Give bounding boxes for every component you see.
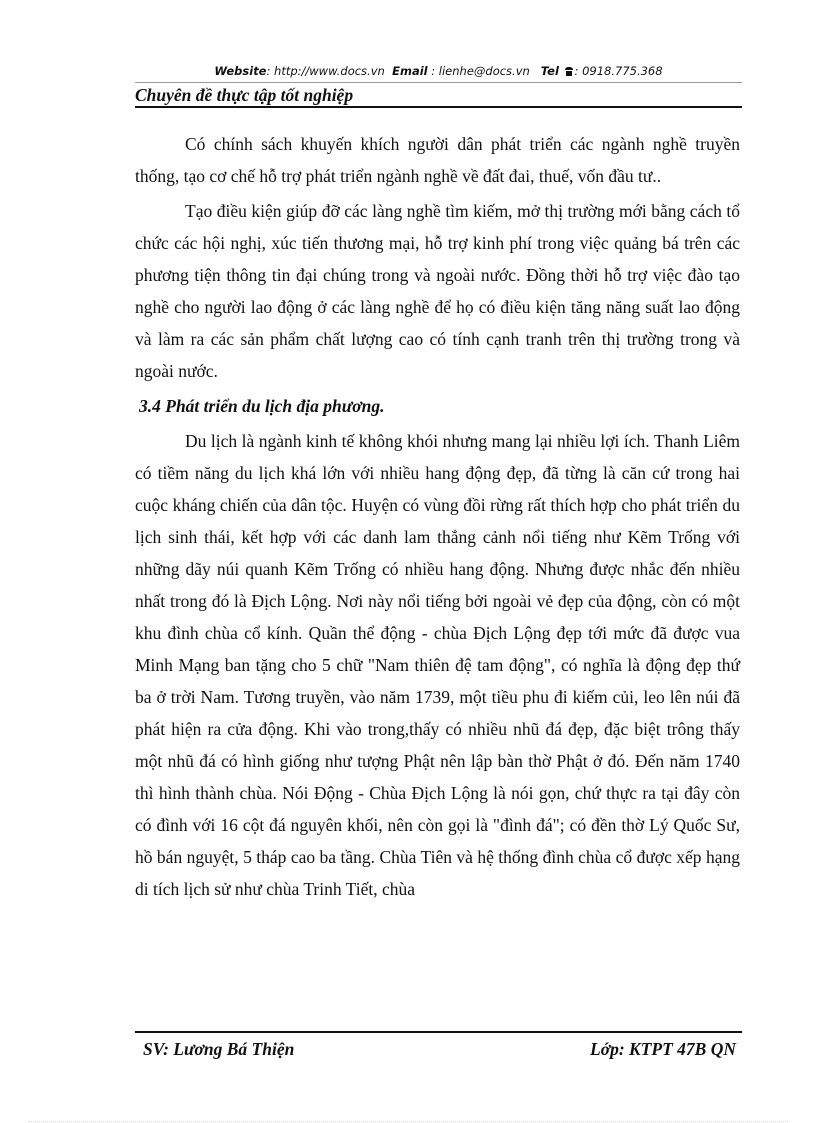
website-value: : http://www.docs.vn	[266, 64, 385, 78]
phone-icon	[564, 67, 574, 76]
body-paragraph-1: Có chính sách khuyến khích người dân phát triển các ngành nghề truyền thống, tạo cơ chế hỗ trợ phát triển ngành nghề về đất đai, thuế, vốn đầu tư..	[135, 134, 740, 186]
banner-divider	[135, 82, 742, 83]
tel-value: : 0918.775.368	[574, 64, 663, 78]
header-divider	[135, 106, 742, 108]
website-label: Website	[214, 64, 267, 78]
tel-label: Tel	[540, 64, 559, 78]
body-paragraph-3: Du lịch là ngành kinh tế không khói nhưng mang lại nhiều lợi ích. Thanh Liêm có tiềm năng du lịch khá lớn với nhiều hang động đẹp, đã từng là căn cứ trong hai cuộc kháng chiến của dân tộc. Huyện có vùng đồi rừng rất thích hợp cho phát triển du lịch sinh thái, kết hợp với các danh lam thắng cảnh nổi tiếng như Kẽm Trống với những dãy núi quanh Kẽm Trống có nhiều hang động. Nhưng được nhắc đến nhiều nhất trong đó là Địch Lộng. Nơi này nổi tiếng bởi ngoài vẻ đẹp của động, còn có một khu đình chùa cổ kính. Quần thể động - chùa Địch Lộng đẹp tới mức đã được vua Minh Mạng ban tặng cho 5 chữ "Nam thiên đệ tam động", có nghĩa là động đẹp thứ ba ở trời Nam. Tương truyền, vào năm 1739, một tiều phu đi kiếm củi, leo lên núi đã phát hiện ra cửa động. Khi vào trong,thấy có nhiều nhũ đá đẹp, đặc biệt trông thấy một nhũ đá có hình giống như tượng Phật nên lập bàn thờ Phật ở đó. Đến năm 1740 thì hình thành chùa. Nói Động - Chùa Địch Lộng là nói gọn, chứ thực ra tại đây còn có đình với 16 cột đá nguyên khối, nên còn gọi là "đình đá"; có đền thờ Lý Quốc Sư, hồ bán nguyệt, 5 tháp cao ba tầng. Chùa Tiên và hệ thống đình chùa cổ được xếp hạng di tích lịch sử như chùa Trinh Tiết, chùa	[135, 431, 740, 899]
footer-divider	[135, 1031, 742, 1033]
section-heading: 3.4 Phát triển du lịch địa phương.	[139, 396, 385, 416]
contact-banner	[135, 63, 742, 79]
page-edge-dotted-line	[28, 1121, 788, 1122]
body-paragraph-2: Tạo điều kiện giúp đỡ các làng nghề tìm kiếm, mở thị trường mới bằng cách tổ chức các hội nghị, xúc tiến thương mại, hỗ trợ kinh phí trong việc quảng bá trên các phương tiện thông tin đại chúng trong và ngoài nước. Đồng thời hỗ trợ việc đào tạo nghề cho người lao động ở các làng nghề để họ có điều kiện tăng năng suất lao động và làm ra các sản phẩm chất lượng cao có tính cạnh tranh trên thị trường trong và ngoài nước.	[135, 201, 740, 381]
footer-student-name: SV: Lương Bá Thiện	[143, 1039, 295, 1059]
email-label: Email	[392, 64, 428, 78]
document-body	[135, 128, 740, 908]
email-value: : lienhe@docs.vn	[431, 64, 530, 78]
document-header-title: Chuyên đề thực tập tốt nghiệp	[135, 85, 354, 105]
footer-class: Lớp: KTPT 47B QN	[590, 1039, 736, 1059]
